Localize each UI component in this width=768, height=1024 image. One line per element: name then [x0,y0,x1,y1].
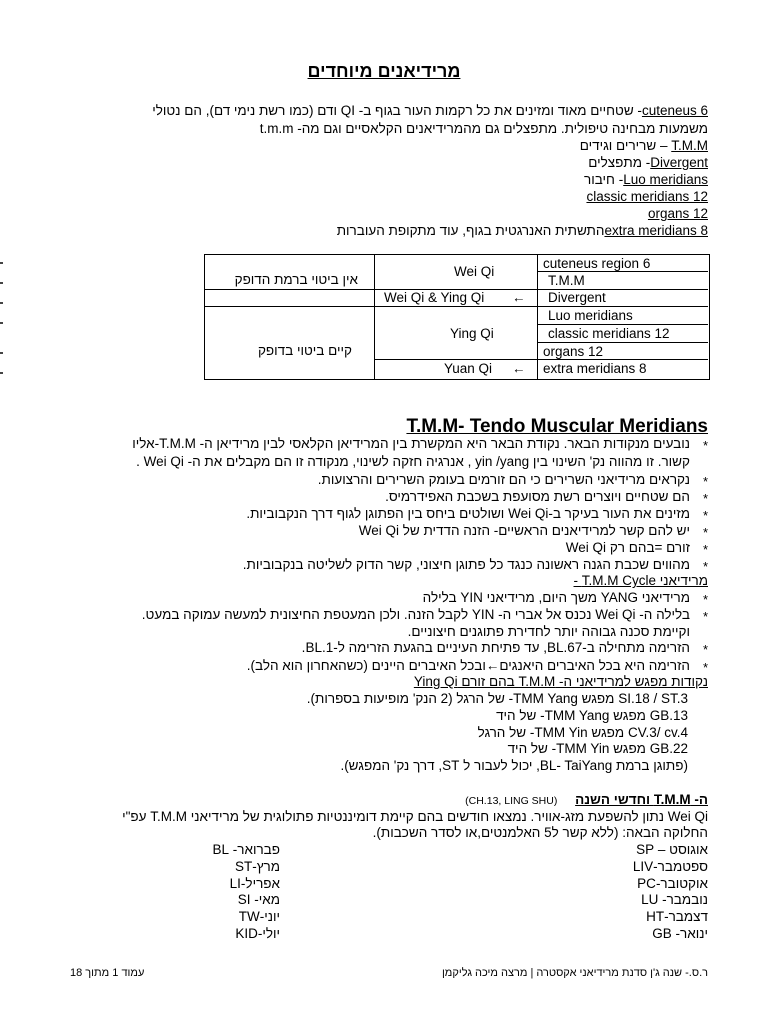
month-code: SI [237,892,251,907]
bullet-marker: * [703,660,709,675]
month-name: דצמבר- [664,909,708,924]
table-divider [374,254,375,379]
edge-mark [0,352,3,354]
month-code: LU [641,892,659,907]
table-row-label: Divergent [548,290,606,305]
tmm-bullet: הם שטחיים ויוצרים רשת מסועפת בשכבת האפידרמיס. [385,489,690,504]
intro-item-divergent [588,155,708,171]
table-row-label: Luo meridians [548,308,633,323]
tmm-bullet: נקראים מרידיאני השרירים כי הם זורמים בעומק השרירים והרצועות. [317,472,690,487]
month-name: מאי- [254,892,280,907]
intro-item-term: classic meridians 12 [586,189,708,204]
month-right [633,859,708,875]
month-left [235,859,280,875]
month-code: TW [238,909,260,924]
tmm-bullet: מזינים את העור בעיקר ב-Wei Qi ושולטים ביחס בין הפתוגן לגוף דרך הנקבוביות. [246,506,690,521]
tmm-bullet: זורם =בהם רק Wei Qi [565,540,690,555]
year-heading [465,792,708,809]
bullet-marker: * [703,592,709,607]
month-right [636,842,708,858]
month-code: HT [646,909,665,924]
table-row-label: extra meridians 8 [543,361,647,376]
year-source: (CH.13, LING SHU) [465,795,558,807]
bullet-marker: * [703,559,709,574]
intro-line-1 [48,103,708,119]
intro-item-term: Divergent [650,155,708,170]
intro-item-term: organs 12 [647,206,708,221]
bullet-marker: * [703,438,709,453]
month-code: SP [636,842,655,857]
bullet-marker: * [703,525,709,540]
month-name: פברואר- [232,842,280,857]
month-code: ST [234,859,253,874]
table-row-label: classic meridians 12 [548,326,670,341]
month-name: יולי- [257,926,280,941]
year-text-1: Wei Qi נתון להשפעת מזג-אוויר. נמצאו חודשים בהם קיימת דומיננטיות פתולוגית של מרידיאני T.M.M עפ"י [122,809,708,824]
month-name: נובמבר- [662,892,708,907]
month-name: מרץ- [252,859,280,874]
bullet-marker: * [703,609,709,624]
table-divider [537,254,538,379]
table-row-label: cuteneus region 6 [543,256,651,271]
month-code: BL [212,842,230,857]
intro-item-tmm [580,138,708,154]
cycle-bullet-cont: וקיימת סכנה גבוהה יותר לחדירת פתוגנים חיצוניים. [407,624,690,639]
edge-mark [0,322,3,324]
intro-term-cuteneus: cuteneus 6 [641,103,708,118]
table-line [205,306,708,307]
footer-page-number: עמוד 1 מתוך 18 [70,967,145,979]
year-text-2: החלוקה הבאה: (ללא קשר ל5 האלמנטים,או לסדר השכבות). [372,825,708,840]
bullet-marker: * [703,642,709,657]
year-title: ה- T.M.M וחדשי השנה [575,792,708,807]
intro-item-text: – שרירים וגידים [579,138,672,153]
month-name: אוקטובר- [655,876,708,891]
cycle-bullet: הזרימה מתחילה ב-BL.67, עד פתיחת העיניים בהגעת הזרימה ל-BL.1. [301,640,690,655]
month-left [238,892,280,908]
table-no-pulse: אין ביטוי ברמת הדופק [234,272,358,287]
month-left [239,909,280,925]
month-right [637,876,708,892]
meet-line: GB.22 מפגש TMM Yin- של היד [507,741,688,756]
month-right [652,926,708,942]
meet-line: SI.18 / ST.3 מפגש TMM Yang- של הרגל (2 הנק' מופיעות בספרות). [306,691,688,706]
month-name: ספטמבר- [653,859,708,874]
tmm-bullet: נובעים מנקודות הבאר. נקודת הבאר היא המקשרת בין המרידיאן הקלאסי לבין מרידיאן ה- T.M.M-אליו [132,436,690,451]
month-name: אפריל- [240,876,280,891]
table-wei-ying-qi: Wei Qi & Ying Qi [384,290,485,305]
cycle-title: מרידיאני T.M.M Cycle - [573,573,708,588]
table-yuan-qi: Yuan Qi [444,361,493,376]
intro-item-term: extra meridians 8 [604,223,708,238]
month-name: ינואר- [675,926,708,941]
month-code: PC [637,876,656,891]
table-pulse: קיים ביטוי בדופק [257,343,352,358]
intro-item-term: T.M.M [671,138,708,153]
page-title: מרידיאנים מיוחדים [307,61,461,81]
tmm-bullet: מהווים שכבת הגנה ראשונה כנגד כל פתוגן חיצוני, קשר הדוק לשליטה בנקבוביות. [242,557,690,572]
tmm-bullet-cont: קשור. זו מהווה נק' השינוי בין yin /yang , אנרגיה חזקה לשינוי, מנקודה זו הם מקבלים את ה- Wei Qi . [136,454,690,469]
meet-line: CV.3/ cv.4 מפגש TMM Yin- של הרגל [477,725,688,740]
intro-text-cuteneus: - שטחיים מאוד ומזינים את כל רקמות העור בגוף ב- QI ודם (כמו רשת נימי דם), הם נטולי [152,103,642,118]
month-left [230,876,280,892]
footer-credit: ר.ס.- שנה ג'ן סדנת מרידיאני אקסטרה | מרצה מיכה גליקמן [441,967,708,979]
month-right [641,892,708,908]
table-row-label: organs 12 [543,344,604,359]
month-left [235,926,280,942]
edge-mark [0,282,3,284]
bullet-marker: * [703,474,709,489]
tmm-bullet: יש להם קשר למרידיאנים הראשיים- הזנה הדדית של Wei Qi [358,523,690,538]
table-row-label: T.M.M [548,273,585,288]
bullet-marker: * [703,508,709,523]
edge-mark [0,372,3,374]
arrow-left-icon: ← [512,290,526,305]
month-code: LI [229,876,241,891]
edge-mark [0,302,3,304]
month-right [646,909,708,925]
month-code: GB [652,926,672,941]
cycle-bullet: מרידיאני YANG משך היום, מרידיאני YIN בלילה [422,590,690,605]
meet-line: GB.13 מפגש TMM Yang- של היד [496,708,688,723]
intro-item-extra [337,223,708,239]
intro-item-term: Luo meridians [623,172,708,187]
month-code: KID [235,926,258,941]
table-line [538,324,708,325]
cycle-bullet: בלילה ה- Wei Qi נכנס אל אברי ה- YIN לקבל הזנה. ולכן המעטפת החיצונית למעשה עמוקה במעט. [141,607,690,622]
table-line [538,342,708,343]
arrow-left-icon: ← [512,361,526,376]
intro-item-organs [648,206,708,222]
intro-item-text: - מתפצלים [588,155,651,170]
cycle-bullet: הזרימה היא בכל האיברים היאנגים←ובכל האיברים היינים (כשהאחרון הוא הלב). [246,658,690,673]
month-name: אוגוסט – [657,842,708,857]
meet-title: נקודות מפגש למרידיאני ה- T.M.M בהם זורם Ying Qi [413,674,708,689]
edge-mark [0,262,3,264]
tmm-heading: T.M.M- Tendo Muscular Meridians [406,416,708,437]
intro-item-classic [586,189,708,205]
table-wei-qi: Wei Qi [454,264,495,279]
bullet-marker: * [703,491,709,506]
intro-item-text: - חיבור [584,172,624,187]
table-line [375,359,708,360]
month-left [213,842,281,858]
intro-line-2: משמעות מבחינה טיפולית. מתפצלים גם מהמרידיאנים הקלאסיים וגם מה- t.m.m [259,121,708,136]
intro-item-luo [584,172,708,188]
month-code: LIV [632,859,654,874]
table-ying-qi: Ying Qi [450,326,494,341]
intro-item-text: התשתית האנרגטית בגוף, עוד מתקופת העוברות [336,223,605,238]
meet-line: (פתוגן ברמת BL- TaiYang, יכול לעבור ל ST, דרך נק' המפגש). [340,758,688,773]
month-name: יוני- [259,909,280,924]
bullet-marker: * [703,542,709,557]
